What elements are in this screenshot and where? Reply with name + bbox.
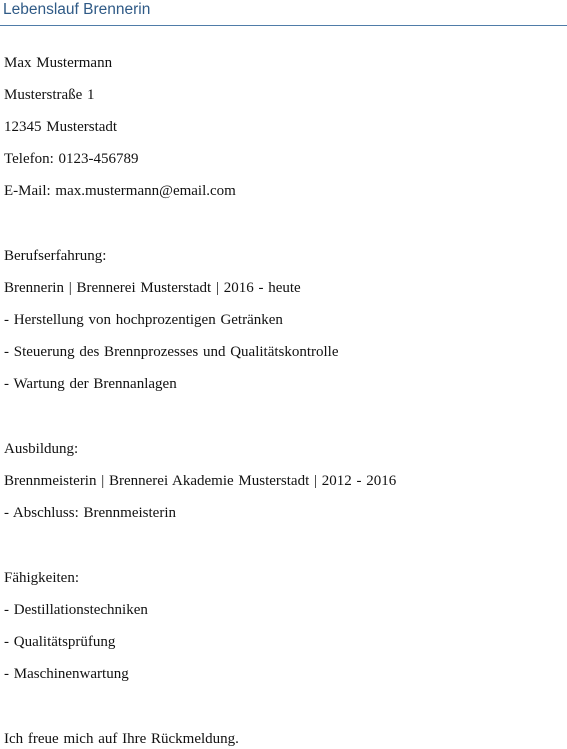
document-header bbox=[0, 0, 567, 27]
skills-heading: Fähigkeiten: bbox=[4, 570, 79, 586]
contact-city: 12345 Musterstadt bbox=[4, 119, 118, 135]
header-divider bbox=[0, 25, 567, 26]
experience-item: - Herstellung von hochprozentigen Getränken bbox=[4, 312, 283, 328]
experience-item: - Wartung der Brennanlagen bbox=[4, 376, 177, 392]
education-item: - Abschluss: Brennmeisterin bbox=[4, 505, 176, 521]
education-heading: Ausbildung: bbox=[4, 441, 79, 457]
contact-phone: Telefon: 0123-456789 bbox=[4, 151, 139, 167]
education-entry: Brennmeisterin | Brennerei Akademie Musterstadt | 2012 - 2016 bbox=[4, 473, 397, 489]
document-title: Lebenslauf Brennerin bbox=[3, 1, 151, 18]
contact-email: E-Mail: max.mustermann@email.com bbox=[4, 183, 236, 199]
experience-position: Brennerin | Brennerei Musterstadt | 2016 - heute bbox=[4, 280, 301, 296]
skills-item: - Qualitätsprüfung bbox=[4, 634, 116, 650]
skills-item: - Destillationstechniken bbox=[4, 602, 148, 618]
skills-item: - Maschinenwartung bbox=[4, 666, 129, 682]
contact-street: Musterstraße 1 bbox=[4, 87, 95, 103]
experience-item: - Steuerung des Brennprozesses und Qualitätskontrolle bbox=[4, 344, 339, 360]
closing-sentence: Ich freue mich auf Ihre Rückmeldung. bbox=[4, 731, 239, 747]
contact-name: Max Mustermann bbox=[4, 55, 113, 71]
experience-heading: Berufserfahrung: bbox=[4, 248, 107, 264]
